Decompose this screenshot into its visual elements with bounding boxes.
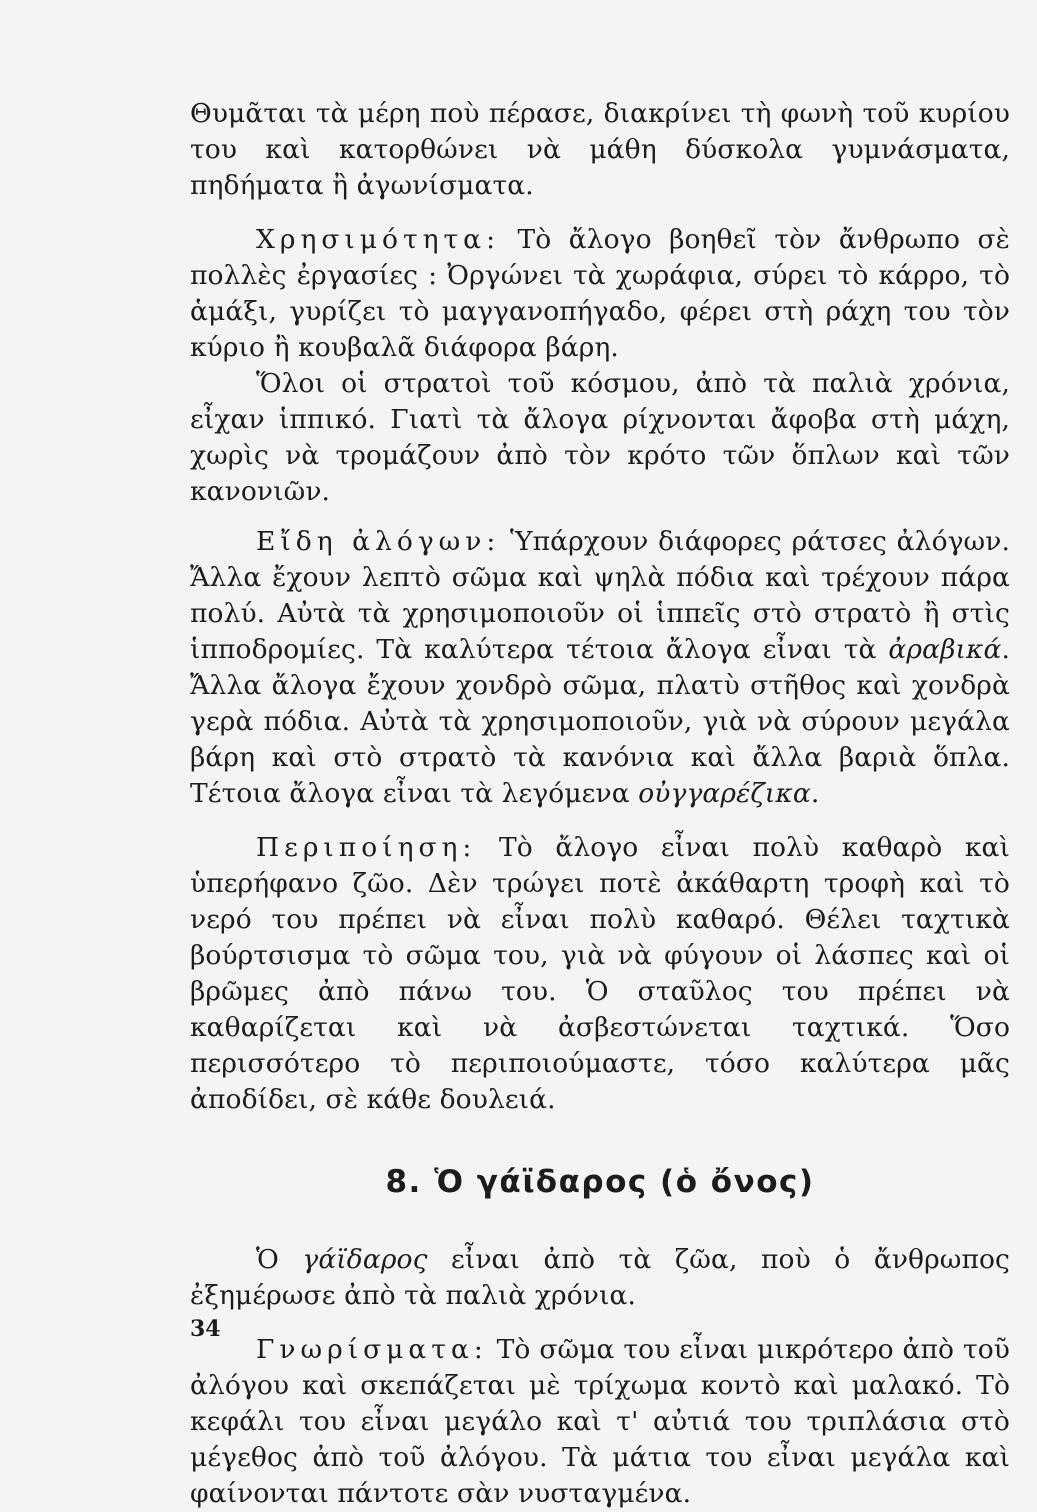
paragraph-donkey-intro xyxy=(190,1242,1010,1314)
breeds-arabian: ἀραβικά xyxy=(888,634,1002,665)
paragraph-donkey-features xyxy=(190,1332,1010,1512)
donkey-intro-b: εἶναι ἀπὸ τὰ ζῶα, ποὺ ὁ ἄνθρωπος ἐξημέρωσε ἀπὸ τὰ παλιὰ χρόνια. xyxy=(190,1244,1010,1311)
breeds-text-c: . xyxy=(810,778,820,809)
paragraph-usefulness xyxy=(190,222,1010,366)
term-breeds: Εἴδη ἀλόγων: xyxy=(256,526,501,557)
donkey-intro-a: Ὁ xyxy=(256,1244,303,1275)
term-usefulness: Χρησιμότητα: xyxy=(256,224,500,255)
care-text: Τὸ ἄλογο εἶναι πολὺ καθαρὸ καὶ ὑπερήφανο ζῶο. Δὲν τρώγει ποτὲ ἀκάθαρτη τροφὴ καὶ τὸ νερό του πρέπει νὰ εἶναι πολὺ καθαρό. Θέλει ταχτικὰ βούρτσισμα τὸ σῶμα του, γιὰ νὰ φύγουν οἱ λάσπες καὶ οἱ βρῶμες ἀπὸ πάνω του. Ὁ σταῦλος του πρέπει νὰ καθαρίζεται καὶ νὰ ἀσβεστώνεται ταχτικά. Ὅσο περισσότερο τὸ περιποιούμαστε, τόσο καλύτερα μᾶς ἀποδίδει, σὲ κάθε δουλειά. xyxy=(190,832,1010,1115)
section-heading-donkey: 8. Ὁ γάϊδαρος (ὁ ὄνος) xyxy=(385,1164,815,1200)
donkey-word: γάϊδαρος xyxy=(302,1244,428,1275)
paragraph-cavalry: Ὅλοι οἱ στρατοὶ τοῦ κόσμου, ἀπὸ τὰ παλιὰ χρόνια, εἶχαν ἱππικό. Γιατὶ τὰ ἄλογα ρίχνονται ἄφοβα στὴ μάχη, χωρὶς νὰ τρομάζουν ἀπὸ τὸν κρότο τῶν ὅπλων καὶ τῶν κανονιῶν. xyxy=(190,368,1010,507)
breeds-text-b: . Ἄλλα ἄλογα ἔχουν χονδρὸ σῶμα, πλατὺ στῆθος καὶ χονδρὰ γερὰ πόδια. Αὐτὰ τὰ χρησιμοποιοῦν, γιὰ νὰ σύρουν μεγάλα βάρη καὶ στὸ στρατὸ τὰ κανόνια καὶ ἄλλα βαριὰ ὅπλα. Τέτοια ἄλογα εἶναι τὰ λεγόμενα xyxy=(190,634,1010,809)
breeds-hungarian: οὐγγαρέζικα xyxy=(638,778,811,809)
features-text: Τὸ σῶμα του εἶναι μικρότερο ἀπὸ τοῦ ἀλόγου καὶ σκεπάζεται μὲ τρίχωμα κοντὸ καὶ μαλακό. Τὸ κεφάλι του εἶναι μεγάλο καὶ τ' αὐτιά του τριπλάσια στὸ μέγεθος ἀπὸ τοῦ ἀλόγου. Τὰ μάτια του εἶναι μεγάλα καὶ φαίνονται πάντοτε σὰν νυσταγμένα. xyxy=(190,1334,1010,1509)
page-content xyxy=(190,96,1010,1512)
paragraph-breeds xyxy=(190,524,1010,812)
breeds-text-a: Ὑπάρχουν διάφορες ράτσες ἀλόγων. Ἄλλα ἔχουν λεπτὸ σῶμα καὶ ψηλὰ πόδια καὶ τρέχουν πάρα πολύ. Αὐτὰ τὰ χρησιμοποιοῦν οἱ ἱππεῖς στὸ στρατὸ ἢ στὶς ἱπποδρομίες. Τὰ καλύτερα τέτοια ἄλογα εἶναι τὰ xyxy=(190,526,1011,665)
usefulness-text: Τὸ ἄλογο βοηθεῖ τὸν ἄνθρωπο σὲ πολλὲς ἐργασίες : Ὀργώνει τὰ χωράφια, σύρει τὸ κάρρο, τὸ ἁμάξι, γυρίζει τὸ μαγγανοπήγαδο, φέρει στὴ ράχη του τὸν κύριο ἢ κουβαλᾶ διάφορα βάρη. xyxy=(190,224,1010,363)
paragraph-care xyxy=(190,830,1010,1118)
term-care: Περιποίηση: xyxy=(256,832,477,863)
term-features: Γνωρίσματα: xyxy=(256,1334,488,1365)
page-number: 34 xyxy=(190,1316,221,1342)
paragraph-memory: Θυμᾶται τὰ μέρη ποὺ πέρασε, διακρίνει τὴ φωνὴ τοῦ κυρίου του καὶ κατορθώνει νὰ μάθη δύσκολα γυμνάσματα, πηδήματα ἢ ἀγωνίσματα. xyxy=(190,98,1010,201)
